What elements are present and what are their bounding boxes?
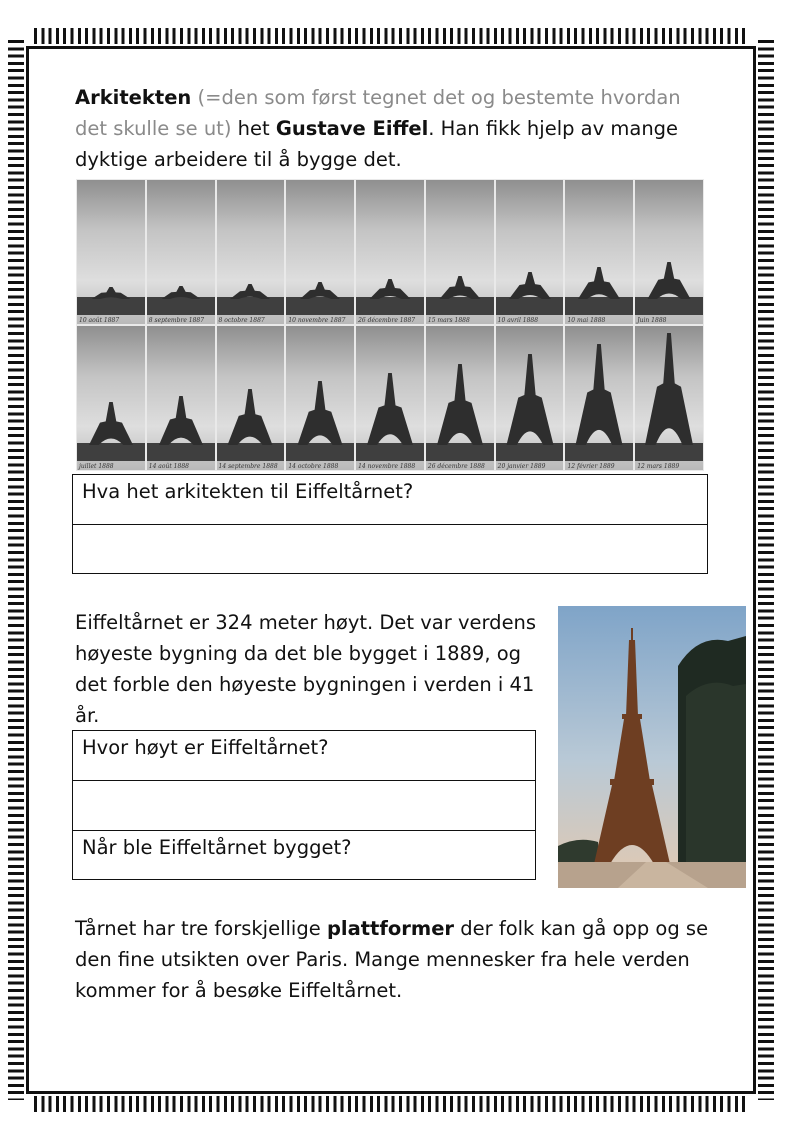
photo-date-caption: 10 août 1887 <box>79 317 120 324</box>
platforms-before: Tårnet har tre forskjellige <box>75 917 321 940</box>
architect-definition: (=den som først tegnet det og bestemte hvordan det skulle se ut) <box>75 86 681 140</box>
construction-photo <box>77 180 145 324</box>
facts-paragraph: Eiffeltårnet er 324 meter høyt. Det var verdens høyeste bygning da det ble bygget i 1889, og det forble den høyeste bygningen i verden i 41 år. <box>75 611 537 727</box>
question-box-1 <box>72 474 708 574</box>
construction-photo <box>356 180 424 324</box>
question-height: Hvor høyt er Eiffeltårnet? <box>73 731 535 781</box>
construction-photo <box>286 180 354 324</box>
construction-photo <box>635 326 703 470</box>
border-bottom <box>34 1096 748 1112</box>
platforms-paragraph <box>75 913 715 1006</box>
border-right <box>758 40 774 1100</box>
construction-photo <box>286 326 354 470</box>
photo-date-caption: 14 août 1888 <box>148 463 189 470</box>
photo-date-caption: 8 septembre 1887 <box>148 317 205 324</box>
construction-photo <box>77 326 145 470</box>
intro-rest: . Han fikk hjelp av mange dyktige arbeidere til å bygge det. <box>75 117 679 171</box>
construction-photo <box>496 180 564 324</box>
border-top <box>34 28 748 44</box>
question-built-year: Når ble Eiffeltårnet bygget? <box>82 836 352 859</box>
photo-date-caption: 26 décembre 1887 <box>358 317 416 324</box>
photo-date-caption: 26 décembre 1888 <box>427 463 485 470</box>
eiffel-tower-photo <box>558 606 746 888</box>
construction-photo <box>147 180 215 324</box>
architect-word: Arkitekten <box>75 86 192 109</box>
photo-date-caption: 8 octobre 1887 <box>218 317 265 324</box>
border-left <box>8 40 24 1100</box>
construction-photo <box>426 180 494 324</box>
platforms-bold: plattformer <box>326 917 455 940</box>
photo-date-caption: 14 septembre 1888 <box>218 463 278 470</box>
intro-paragraph <box>75 82 715 175</box>
platforms-after: der folk kan gå opp og se den fine utsikten over Paris. Mange mennesker fra hele verden kommer for å besøke Eiffeltårnet. <box>75 917 709 1002</box>
photo-date-caption: Juin 1888 <box>637 317 667 324</box>
photo-date-caption: 10 avril 1888 <box>497 317 539 324</box>
photo-date-caption: 14 novembre 1888 <box>358 463 416 470</box>
question-box-2 <box>72 730 536 880</box>
construction-photo <box>635 180 703 324</box>
construction-photo-grid <box>76 179 704 471</box>
construction-photo <box>565 326 633 470</box>
construction-photo <box>496 326 564 470</box>
question-architect: Hva het arkitekten til Eiffeltårnet? <box>73 475 707 525</box>
photo-date-caption: juillet 1888 <box>79 463 114 470</box>
photo-date-caption: 20 janvier 1889 <box>497 463 546 470</box>
photo-date-caption: 10 novembre 1887 <box>288 317 346 324</box>
photo-date-caption: 14 octobre 1888 <box>288 463 339 470</box>
answer-architect-field[interactable] <box>73 525 707 573</box>
architect-name: Gustave Eiffel <box>275 117 429 140</box>
photo-date-caption: 15 mars 1888 <box>427 317 470 324</box>
photo-date-caption: 12 février 1889 <box>567 463 615 470</box>
construction-photo <box>217 326 285 470</box>
het-word: het <box>237 117 270 140</box>
photo-date-caption: 10 mai 1888 <box>567 317 606 324</box>
construction-photo <box>426 326 494 470</box>
construction-photo <box>217 180 285 324</box>
construction-photo <box>356 326 424 470</box>
construction-photo <box>565 180 633 324</box>
answer-height-field[interactable] <box>73 781 535 831</box>
construction-photo <box>147 326 215 470</box>
photo-date-caption: 12 mars 1889 <box>637 463 680 470</box>
